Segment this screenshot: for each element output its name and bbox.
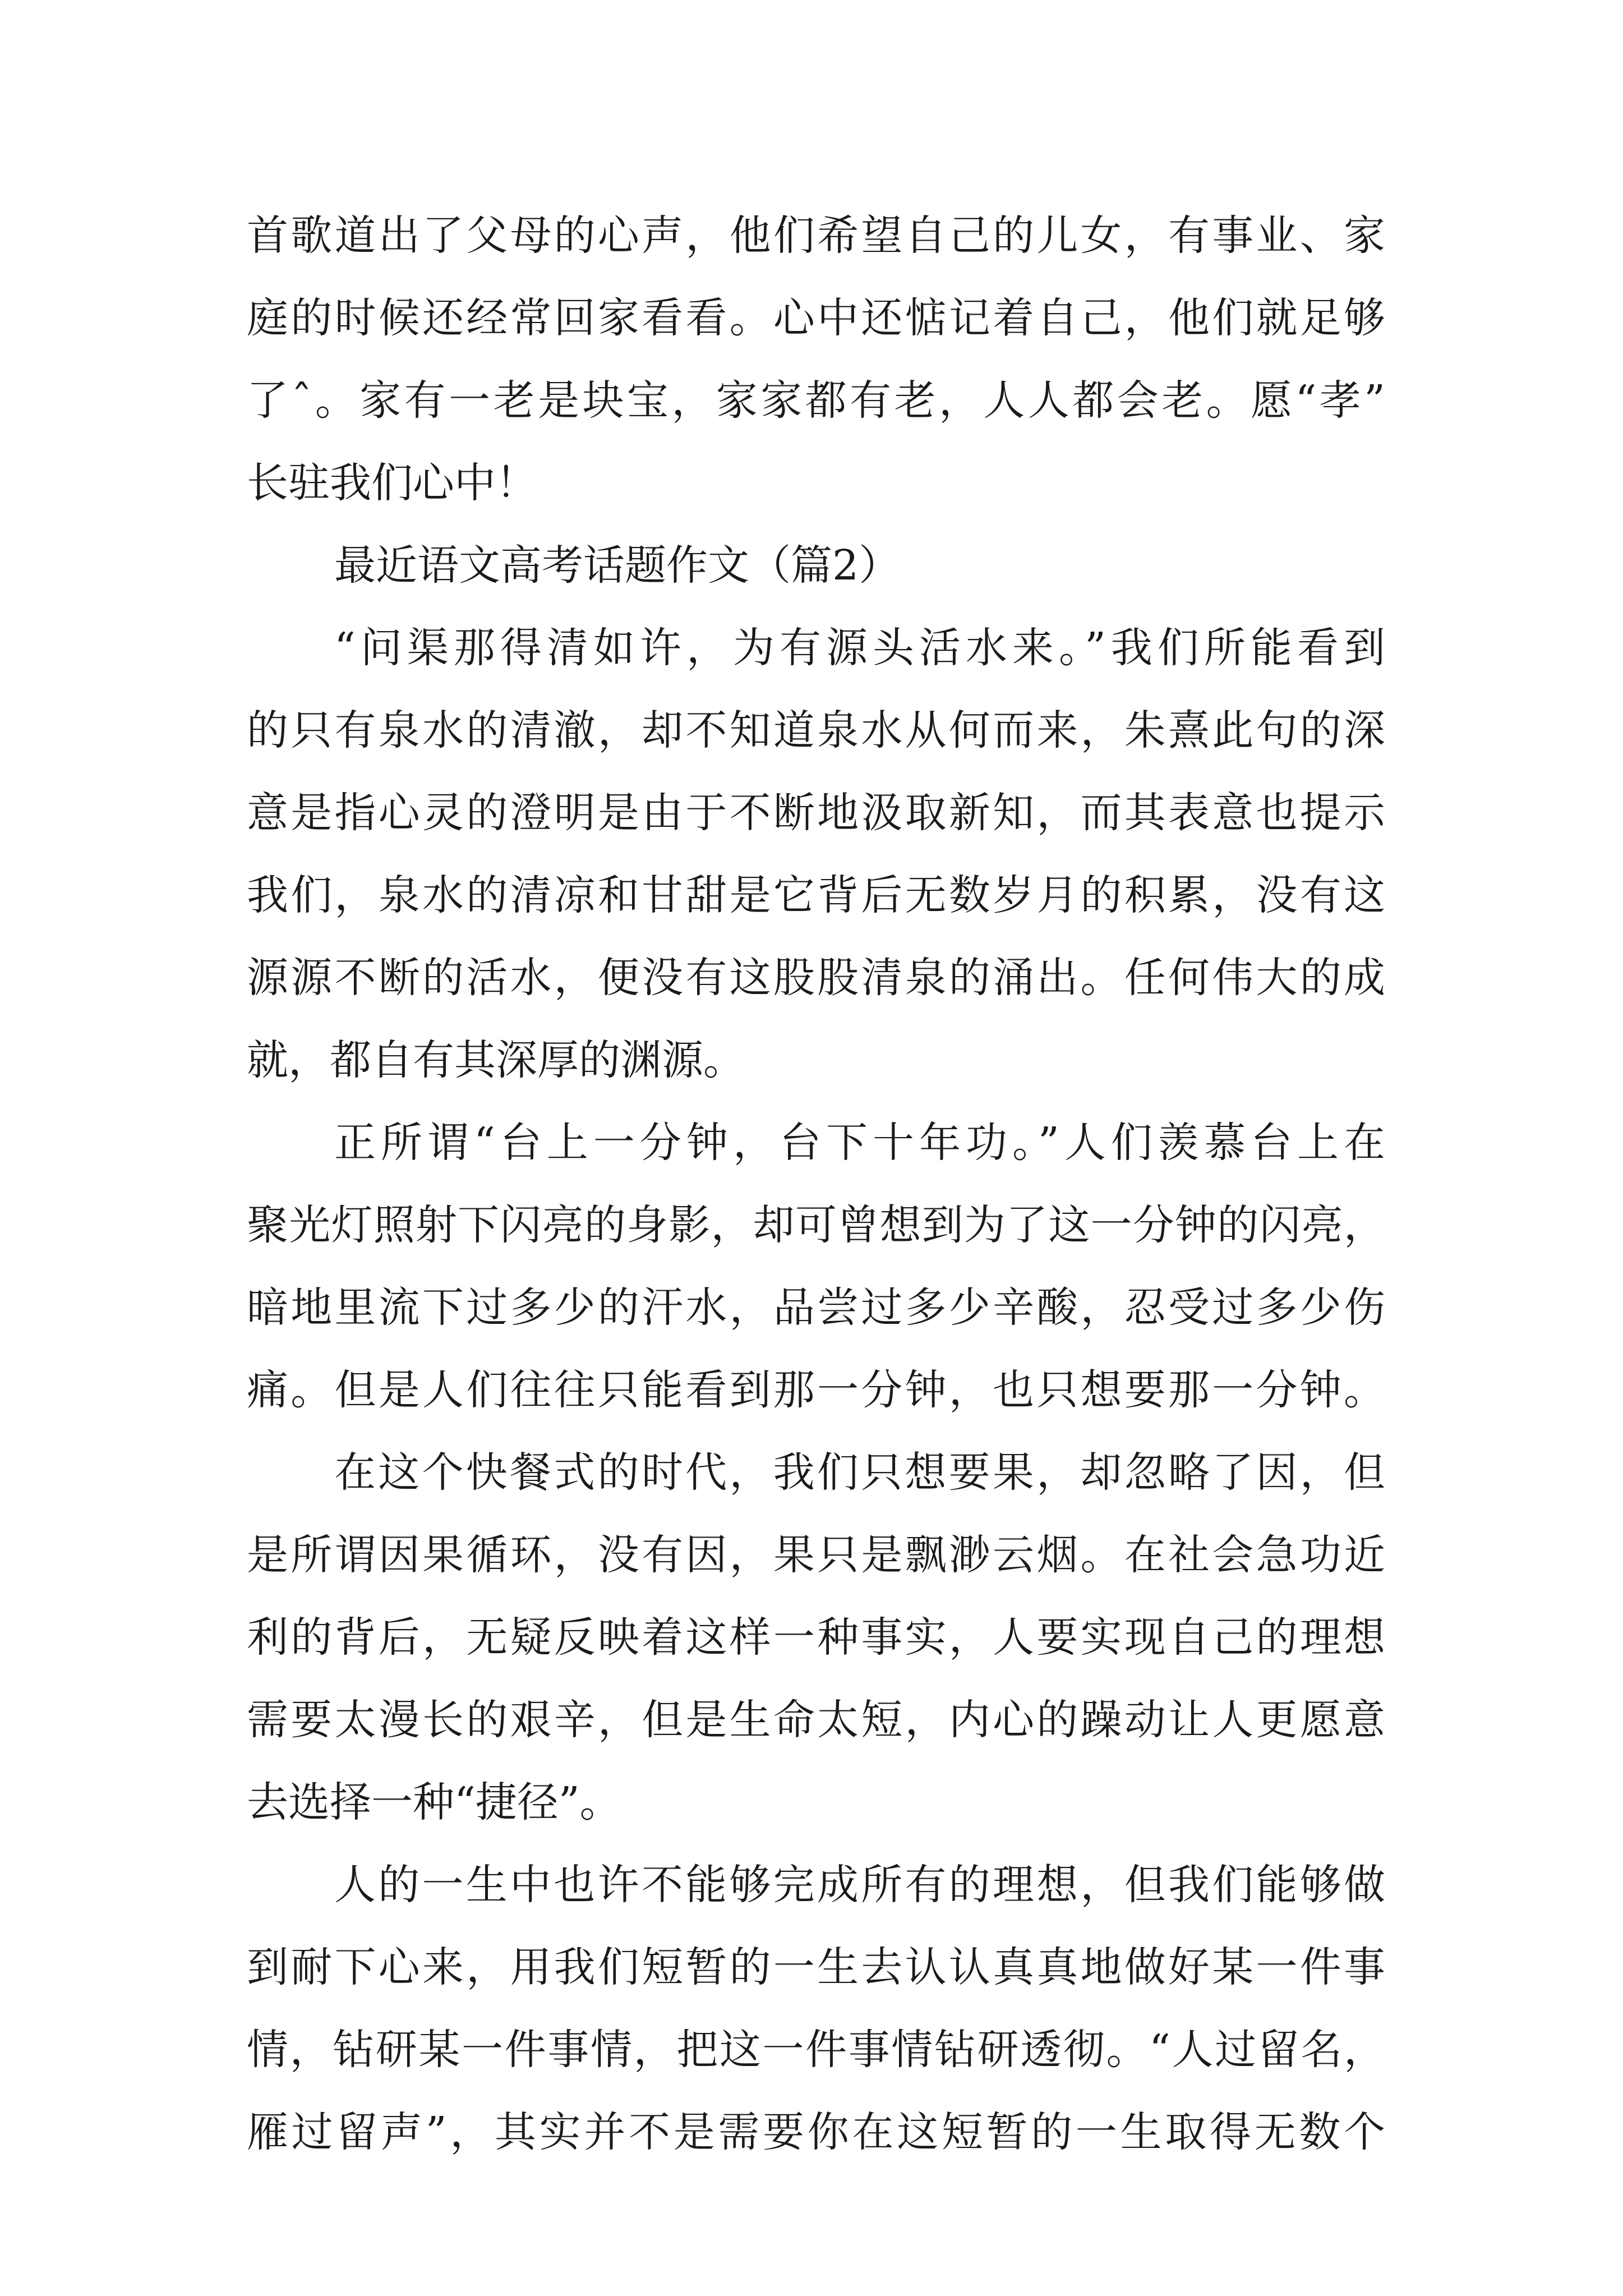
- text-line: 利的背后，无疑反映着这样一种事实，人要实现自己的理想: [247, 1613, 1385, 1662]
- text-line: 长驻我们心中！: [247, 459, 537, 507]
- text-line: 正所谓“台上一分钟，台下十年功。”人们羡慕台上在: [334, 1119, 1385, 1167]
- text-line: 源源不断的活水，便没有这股股清泉的涌出。任何伟大的成: [247, 954, 1385, 1002]
- text-line: 就，都自有其深厚的渊源。: [247, 1036, 745, 1084]
- text-line: “问渠那得清如许，为有源头活水来。”我们所能看到: [334, 624, 1385, 672]
- text-line: 去选择一种“捷径”。: [247, 1778, 621, 1826]
- text-line: 意是指心灵的澄明是由于不断地汲取新知，而其表意也提示: [247, 789, 1385, 837]
- text-line: 首歌道出了父母的心声，他们希望自己的儿女，有事业、家: [247, 211, 1385, 260]
- text-line: 痛。但是人们往往只能看到那一分钟，也只想要那一分钟。: [247, 1366, 1385, 1414]
- text-line: 人的一生中也许不能够完成所有的理想，但我们能够做: [334, 1861, 1385, 1909]
- text-line: 是所谓因果循环，没有因，果只是飘渺云烟。在社会急功近: [247, 1531, 1385, 1579]
- text-line: 庭的时候还经常回家看看。心中还惦记着自己，他们就足够: [247, 294, 1385, 342]
- text-line: 我们，泉水的清凉和甘甜是它背后无数岁月的积累，没有这: [247, 871, 1385, 919]
- text-line: 的只有泉水的清澈，却不知道泉水从何而来，朱熹此句的深: [247, 706, 1385, 754]
- text-line: 聚光灯照射下闪亮的身影，却可曾想到为了这一分钟的闪亮，: [247, 1201, 1385, 1249]
- text-line: 了ˆ。家有一老是块宝，家家都有老，人人都会老。愿“孝”: [247, 376, 1385, 425]
- text-line: 到耐下心来，用我们短暂的一生去认认真真地做好某一件事: [247, 1943, 1385, 1991]
- text-line: 雁过留声”，其实并不是需要你在这短暂的一生取得无数个: [247, 2108, 1385, 2156]
- text-line: 暗地里流下过多少的汗水，品尝过多少辛酸，忍受过多少伤: [247, 1283, 1385, 1332]
- text-line: 需要太漫长的艰辛，但是生命太短，内心的躁动让人更愿意: [247, 1696, 1385, 1744]
- text-line: 在这个快餐式的时代，我们只想要果，却忽略了因，但: [334, 1448, 1385, 1497]
- text-line: 情，钻研某一件事情，把这一件事情钻研透彻。“人过留名，: [247, 2026, 1385, 2074]
- section-heading: 最近语文高考话题作文（篇2）: [334, 541, 901, 590]
